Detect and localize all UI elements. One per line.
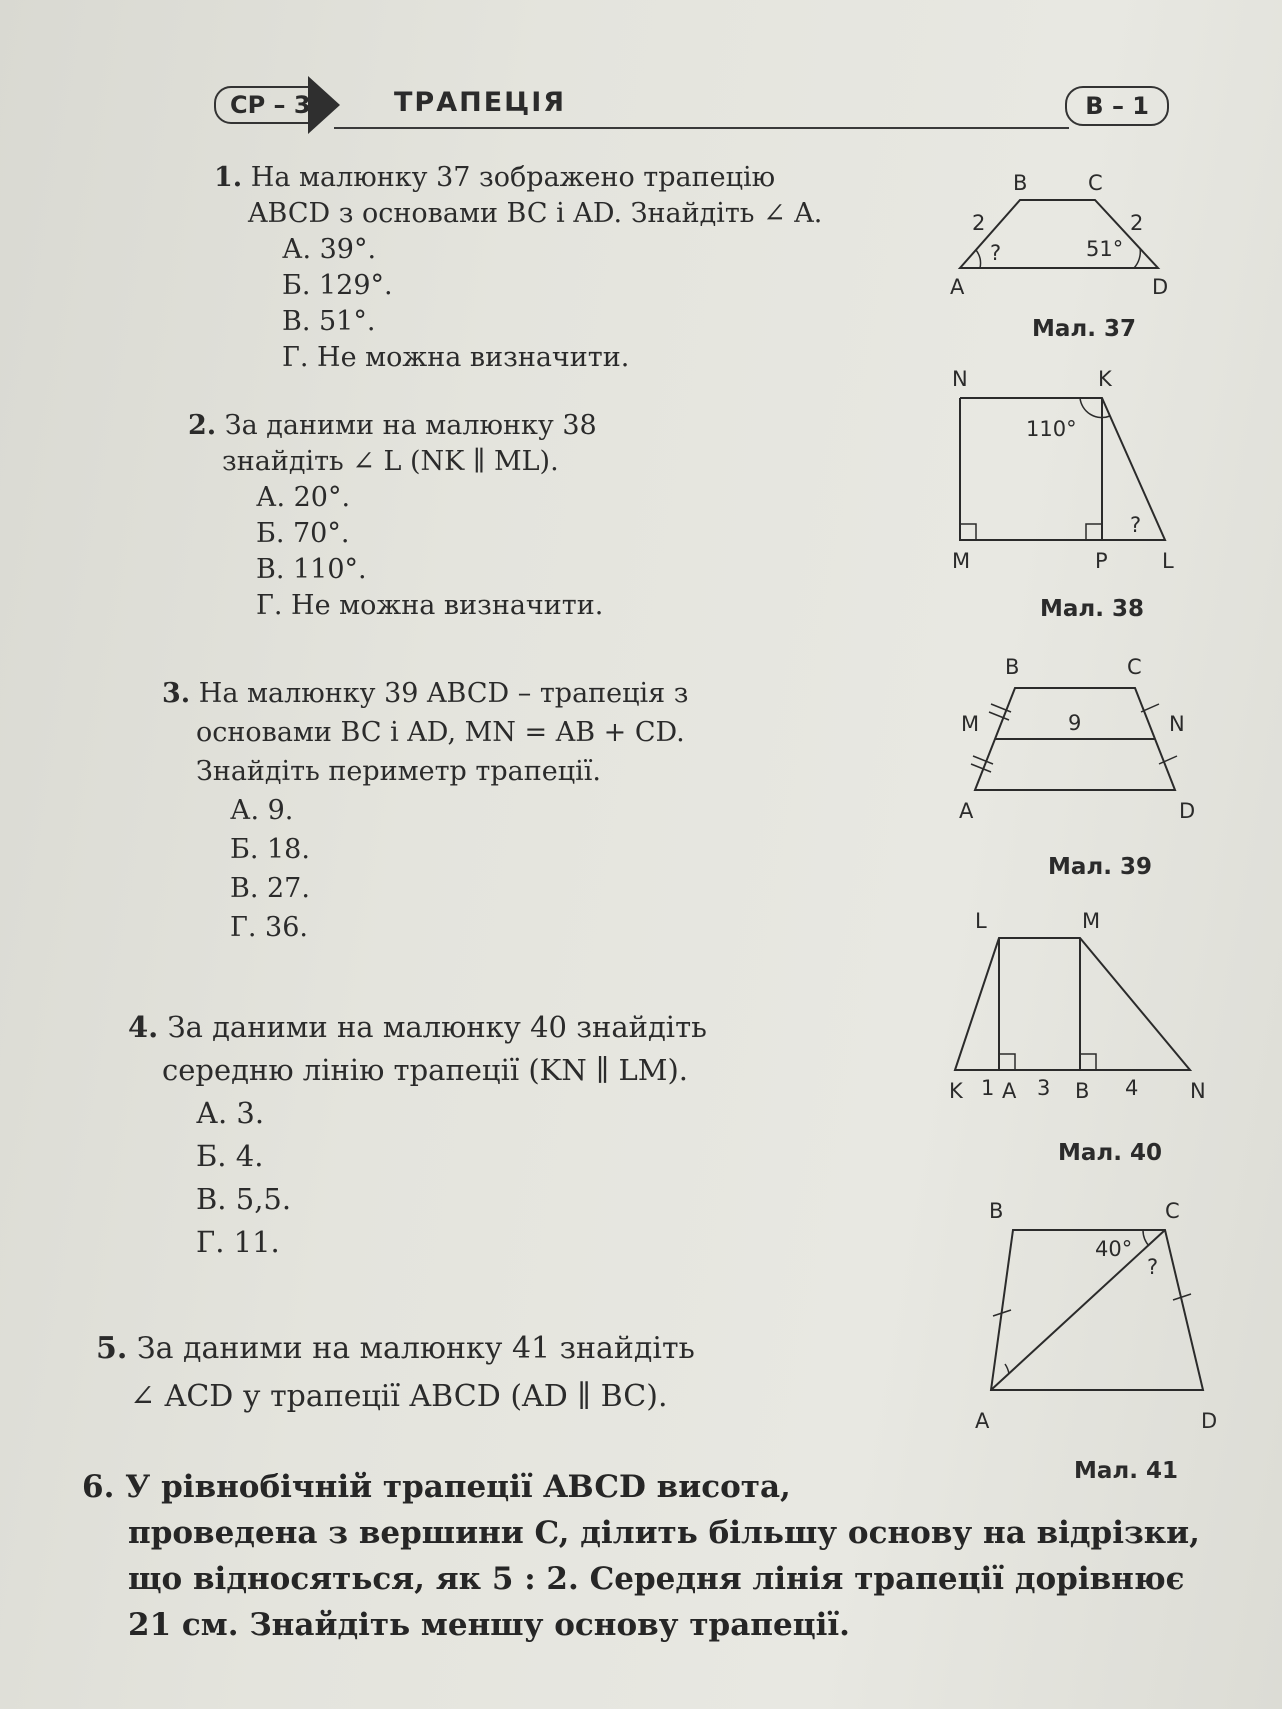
side-length-cd: 2 <box>1130 211 1144 235</box>
right-angle-mark <box>960 524 976 540</box>
answer-option[interactable]: Б. 18. <box>230 834 310 865</box>
right-angle-mark <box>1086 524 1102 540</box>
figure-38-caption: Мал. 38 <box>1040 596 1145 622</box>
angle-d-value: 51° <box>1086 237 1124 261</box>
task-text-line: У рівнобічній трапеції ABCD висота, <box>125 1469 791 1505</box>
answer-option[interactable]: В. 51°. <box>282 306 376 337</box>
vertex-label-k: K <box>1098 367 1112 391</box>
task-3 <box>162 674 689 947</box>
task-text-line: ∠ ACD у трапеції ABCD (AD ∥ BC). <box>130 1379 668 1414</box>
vertex-label-d: D <box>1179 799 1196 823</box>
task-text-line: основами BC і AD, MN = AB + CD. <box>196 717 685 748</box>
task-number: 4. <box>128 1010 159 1044</box>
point-label-m: M <box>961 712 980 736</box>
task-1 <box>214 160 822 376</box>
task-number: 2. <box>188 410 217 441</box>
vertex-label-n: N <box>952 367 968 391</box>
worksheet-header <box>214 86 1169 132</box>
figure-39-trapezoid <box>955 652 1196 832</box>
variant-badge: В – 1 <box>1065 86 1169 126</box>
vertex-label-b: B <box>989 1199 1004 1223</box>
vertex-label-n: N <box>1190 1079 1206 1103</box>
segment-ka-value: 1 <box>981 1076 995 1100</box>
side-length-ab: 2 <box>972 211 986 235</box>
angle-arc <box>1134 248 1140 268</box>
task-5 <box>96 1325 695 1421</box>
task-text-line: середню лінію трапеції (KN ∥ LM). <box>162 1053 689 1087</box>
diagonal-ac <box>991 1230 1165 1390</box>
segment-ab-value: 3 <box>1037 1076 1051 1100</box>
vertex-label-b: B <box>1005 655 1020 679</box>
point-label-b: B <box>1075 1079 1090 1103</box>
vertex-label-l: L <box>1162 549 1174 573</box>
task-text-line: За даними на малюнку 40 знайдіть <box>167 1010 707 1044</box>
figure-39-caption: Мал. 39 <box>1048 854 1153 880</box>
tick-mark <box>973 756 993 764</box>
task-text-line: На малюнку 37 зображено трапецію <box>250 162 776 193</box>
tick-mark <box>971 764 991 772</box>
answer-option[interactable]: Г. Не можна визначити. <box>256 590 604 621</box>
answer-option[interactable]: В. 110°. <box>256 554 367 585</box>
task-text-line: проведена з вершини C, ділить більшу основу на відрізки, <box>128 1515 1200 1551</box>
figure-38-trapezoid <box>950 368 1180 578</box>
figure-41-caption: Мал. 41 <box>1074 1458 1179 1484</box>
task-number: 6. <box>82 1469 115 1505</box>
task-text-line: що відносяться, як 5 : 2. Середня лінія трапеції дорівнює <box>128 1561 1185 1597</box>
answer-option[interactable]: Г. 11. <box>196 1225 280 1259</box>
figure-41-trapezoid <box>975 1198 1218 1438</box>
vertex-label-b: B <box>1013 171 1028 195</box>
vertex-label-k: K <box>949 1079 963 1103</box>
right-angle-mark <box>999 1054 1015 1070</box>
figure-40-caption: Мал. 40 <box>1058 1140 1163 1166</box>
task-text-line: Знайдіть периметр трапеції. <box>196 756 601 787</box>
vertex-label-c: C <box>1088 171 1103 195</box>
task-text-line: 21 см. Знайдіть меншу основу трапеції. <box>128 1607 850 1643</box>
answer-options <box>128 1092 707 1264</box>
answer-option[interactable]: Б. 4. <box>196 1139 264 1173</box>
angle-k-value: 110° <box>1026 417 1077 441</box>
answer-option[interactable]: А. 20°. <box>256 482 351 513</box>
angle-arc <box>1005 1364 1009 1374</box>
vertex-label-a: A <box>975 1409 990 1433</box>
vertex-label-p: P <box>1095 549 1108 573</box>
task-text-line: За даними на малюнку 38 <box>224 410 597 441</box>
vertex-label-m: M <box>1082 909 1101 933</box>
angle-arc <box>976 250 981 268</box>
vertex-label-l: L <box>975 909 987 933</box>
answer-option[interactable]: А. 9. <box>230 795 294 826</box>
task-text-line: знайдіть ∠ L (NK ∥ ML). <box>222 446 559 477</box>
answer-option[interactable]: Б. 129°. <box>282 270 393 301</box>
answer-option[interactable]: А. 39°. <box>282 234 377 265</box>
task-2 <box>188 408 603 624</box>
task-text-line: ABCD з основами BC і AD. Знайдіть ∠ A. <box>248 198 823 229</box>
point-label-n: N <box>1169 712 1185 736</box>
task-6 <box>82 1464 1262 1648</box>
angle-a-unknown: ? <box>990 241 1002 265</box>
work-code-tag: СР – 3 <box>214 86 327 124</box>
task-4 <box>128 1006 707 1264</box>
task-number: 5. <box>96 1331 128 1366</box>
figure-37-trapezoid <box>950 170 1180 300</box>
vertex-label-c: C <box>1165 1199 1180 1223</box>
answer-option[interactable]: В. 5,5. <box>196 1182 292 1216</box>
angle-acd-unknown: ? <box>1147 1255 1159 1279</box>
vertex-label-c: C <box>1127 655 1142 679</box>
angle-l-unknown: ? <box>1130 513 1142 537</box>
task-number: 1. <box>214 162 243 193</box>
vertex-label-m: M <box>952 549 971 573</box>
right-angle-mark <box>1080 1054 1096 1070</box>
answer-options <box>214 232 822 376</box>
answer-option[interactable]: Г. 36. <box>230 912 308 943</box>
answer-option[interactable]: А. 3. <box>196 1096 265 1130</box>
vertex-label-d: D <box>1152 275 1169 299</box>
task-text-line: За даними на малюнку 41 знайдіть <box>136 1331 695 1366</box>
point-label-a: A <box>1002 1079 1017 1103</box>
segment-mn-value: 9 <box>1068 711 1082 735</box>
trapezoid-shape <box>955 938 1190 1070</box>
task-text-line: На малюнку 39 ABCD – трапеція з <box>198 678 689 709</box>
answer-option[interactable]: Б. 70°. <box>256 518 350 549</box>
segment-bn-value: 4 <box>1125 1076 1139 1100</box>
header-rule <box>334 127 1069 129</box>
task-number: 3. <box>162 678 191 709</box>
worksheet-title: ТРАПЕЦІЯ <box>394 87 567 118</box>
vertex-label-d: D <box>1201 1409 1218 1433</box>
arrow-icon <box>308 76 340 134</box>
vertex-label-a: A <box>950 275 965 299</box>
figure-40-trapezoid <box>945 905 1215 1115</box>
vertex-label-a: A <box>959 799 974 823</box>
angle-arc <box>1143 1230 1149 1246</box>
answer-option[interactable]: Г. Не можна визначити. <box>282 342 630 373</box>
answer-options <box>162 791 689 947</box>
figure-37-caption: Мал. 37 <box>1032 316 1137 342</box>
answer-options <box>188 480 603 624</box>
angle-bca-value: 40° <box>1095 1237 1133 1261</box>
answer-option[interactable]: В. 27. <box>230 873 310 904</box>
